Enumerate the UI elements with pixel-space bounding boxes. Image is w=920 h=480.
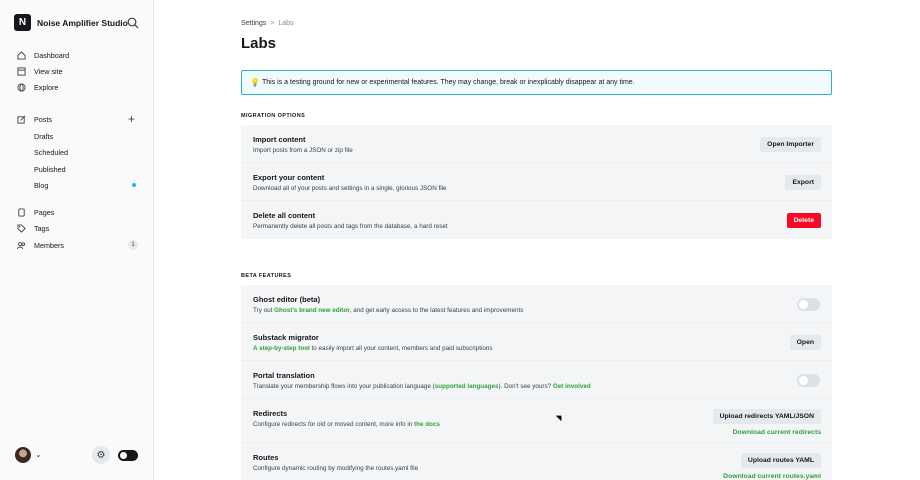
avatar[interactable] (15, 447, 31, 463)
notice-text: This is a testing ground for new or experimental features. They may change, break or inexplicably disappear at any time. (262, 79, 635, 86)
sidebar-subitem-drafts[interactable]: Drafts (34, 132, 54, 141)
sidebar (0, 0, 154, 480)
ghost-editor-link[interactable]: Ghost's brand new editor (274, 307, 350, 314)
row-desc: Import posts from a JSON or zip file (253, 147, 353, 154)
desc-text: Configure redirects for old or moved content, more info in (253, 421, 414, 428)
globe-icon (17, 83, 26, 92)
ghost-editor-toggle[interactable] (797, 298, 820, 311)
download-redirects-link[interactable]: Download current redirects (732, 429, 821, 436)
sidebar-item-label: Members (34, 240, 64, 250)
upload-routes-button[interactable]: Upload routes YAML (741, 453, 821, 468)
blog-indicator-dot (132, 183, 136, 187)
gear-icon[interactable]: ⚙ (92, 446, 110, 464)
sidebar-item-label: Posts (34, 114, 52, 124)
sidebar-item-label: Dashboard (34, 50, 70, 60)
desc-text: Translate your membership flows into your publication language ( (253, 383, 435, 390)
row-routes (241, 443, 832, 480)
section-label-beta: BETA FEATURES (241, 273, 292, 279)
brand[interactable] (14, 14, 128, 31)
row-desc (253, 345, 493, 352)
row-desc (253, 307, 523, 314)
row-desc: Download all of your posts and settings in a single, glorious JSON file (253, 185, 447, 192)
sidebar-subitem-published[interactable]: Published (34, 165, 66, 174)
breadcrumb-current: Labs (278, 20, 294, 27)
row-title: Portal translation (253, 371, 315, 380)
migration-options-group (241, 125, 832, 239)
sidebar-item-label: Tags (34, 223, 50, 233)
row-substack-migrator (241, 323, 832, 361)
desc-text: , and get early access to the latest features and improvements (349, 307, 524, 314)
sidebar-item-members[interactable] (17, 239, 64, 251)
chevron-down-icon[interactable]: ⌄ (35, 450, 42, 459)
house-icon (17, 51, 26, 60)
row-ghost-editor (241, 285, 832, 323)
sidebar-subitem-blog[interactable]: Blog (34, 181, 49, 190)
desc-text: ). Don't see yours? (498, 383, 553, 390)
desc-text: to easily import all your content, members and paid subscriptions (309, 345, 493, 352)
breadcrumb-settings[interactable]: Settings (241, 20, 267, 27)
sidebar-item-view-site[interactable] (17, 65, 63, 77)
breadcrumb-separator: > (270, 20, 275, 27)
row-desc (253, 383, 591, 390)
portal-translation-toggle[interactable] (797, 374, 820, 387)
sidebar-item-posts[interactable] (17, 113, 52, 125)
row-title: Import content (253, 135, 306, 144)
row-portal-translation (241, 361, 832, 399)
substack-open-button[interactable]: Open (790, 335, 821, 350)
row-desc: Configure dynamic routing by modifying the routes.yaml file (253, 465, 419, 472)
sidebar-item-pages[interactable] (17, 206, 54, 218)
upload-redirects-button[interactable]: Upload redirects YAML/JSON (713, 409, 821, 424)
row-title: Ghost editor (beta) (253, 295, 321, 304)
info-notice (241, 70, 832, 95)
row-import-content (241, 125, 832, 163)
breadcrumb (241, 20, 294, 27)
sidebar-subitem-scheduled[interactable]: Scheduled (34, 148, 68, 157)
sidebar-item-label: View site (34, 66, 63, 76)
get-involved-link[interactable]: Get involved (552, 383, 591, 390)
window-icon (17, 67, 26, 76)
page-icon (17, 208, 26, 217)
desc-text: Try out (253, 307, 275, 314)
brand-logo: N (14, 14, 31, 31)
row-title: Routes (253, 453, 279, 462)
row-redirects (241, 399, 832, 443)
dark-mode-toggle[interactable] (118, 450, 138, 461)
row-title: Export your content (253, 173, 325, 182)
sidebar-item-tags[interactable] (17, 222, 49, 234)
step-by-step-link[interactable]: A step-by-step tool (253, 345, 310, 352)
members-icon (17, 241, 26, 250)
brand-name: Noise Amplifier Studio (37, 17, 128, 28)
main-content (154, 0, 920, 480)
row-desc: Permanently delete all posts and tags from the database, a hard reset (253, 223, 448, 230)
search-icon[interactable] (127, 17, 139, 29)
open-importer-button[interactable]: Open Importer (760, 137, 821, 152)
row-delete-content (241, 201, 832, 239)
sidebar-item-dashboard[interactable] (17, 49, 69, 61)
members-count-badge: 1 (128, 240, 138, 250)
export-button[interactable]: Export (785, 175, 821, 190)
row-title: Delete all content (253, 211, 316, 220)
row-title: Substack migrator (253, 333, 319, 342)
delete-button[interactable]: Delete (787, 213, 821, 228)
row-export-content (241, 163, 832, 201)
page-title: Labs (241, 35, 277, 52)
sidebar-item-label: Explore (34, 82, 59, 92)
lightbulb-icon: 💡 (250, 78, 260, 87)
beta-features-group (241, 285, 832, 480)
supported-languages-link[interactable]: supported languages (434, 383, 499, 390)
tag-icon (17, 224, 26, 233)
docs-link[interactable]: the docs (414, 421, 440, 428)
row-title: Redirects (253, 409, 288, 418)
section-label-migration: MIGRATION OPTIONS (241, 113, 306, 119)
row-desc (253, 421, 440, 428)
sidebar-item-label: Pages (34, 207, 55, 217)
download-routes-link[interactable]: Download current routes.yaml (723, 473, 821, 480)
pencil-square-icon (17, 115, 26, 124)
plus-icon[interactable]: + (128, 112, 136, 126)
sidebar-item-explore[interactable] (17, 81, 58, 93)
